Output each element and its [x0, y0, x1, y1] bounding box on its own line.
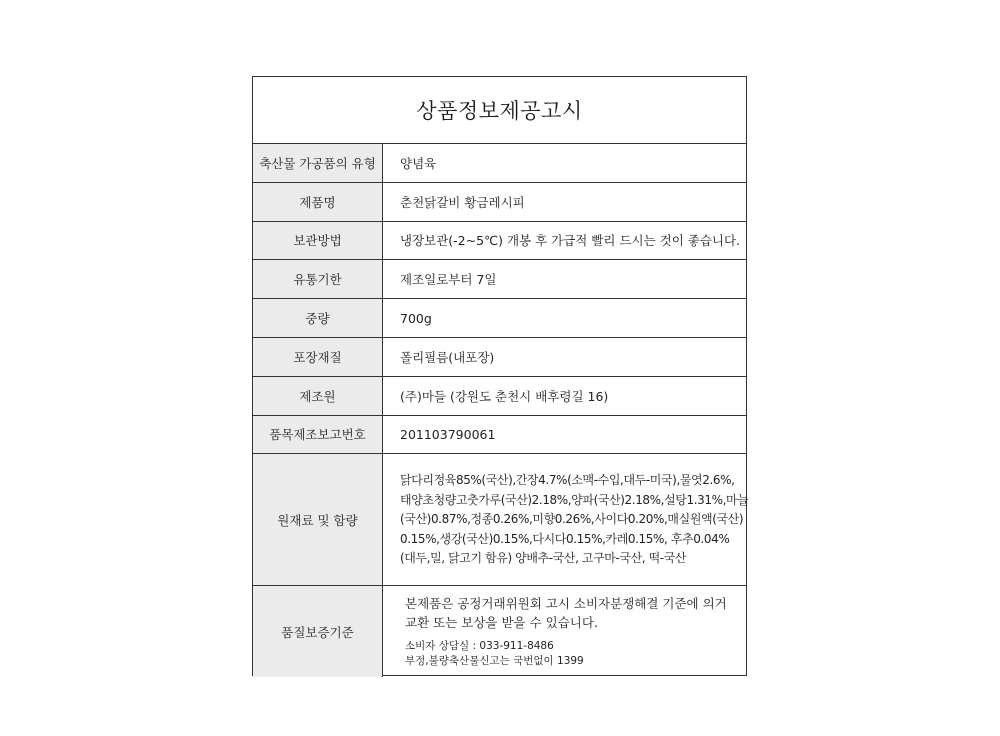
- ingredients-line: 태양초청량고춧가루(국산)2.18%,양파(국산)2.18%,설탕1.31%,마늘: [400, 492, 749, 507]
- quality-line: 교환 또는 보상을 받을 수 있습니다.: [405, 615, 598, 631]
- notice-title: 상품정보제공고시: [253, 77, 746, 144]
- row-label: 제품명: [253, 183, 383, 221]
- report-contact-line: 부정,불량축산물신고는 국번없이 1399: [405, 655, 584, 668]
- row-label: 원재료 및 함량: [253, 454, 383, 585]
- row-value: 폴리필름(내포장): [400, 349, 495, 365]
- table-row-storage-method: [253, 222, 746, 261]
- table-row-expiration: [253, 260, 746, 299]
- ingredients-line: (국산)0.87%,정종0.26%,미향0.26%,사이다0.20%,매실원액(국산): [400, 512, 744, 527]
- row-value: 201103790061: [400, 426, 496, 442]
- row-label: 중량: [253, 299, 383, 337]
- ingredients-line: 닭다리정육85%(국산),간장4.7%(소맥-수입,대두-미국),물엿2.6%,: [400, 473, 735, 488]
- row-label: 유통기한: [253, 260, 383, 298]
- row-value: 양념육: [400, 155, 437, 171]
- ingredients-value: [383, 454, 748, 585]
- row-value: 냉장보관(-2~5℃) 개봉 후 가급적 빨리 드시는 것이 좋습니다.: [400, 233, 741, 249]
- table-row-report-number: [253, 416, 746, 455]
- table-row-product-name: [253, 183, 746, 222]
- row-label: 포장재질: [253, 338, 383, 376]
- row-value: 700g: [400, 310, 432, 326]
- row-label: 제조원: [253, 377, 383, 415]
- quality-value: [383, 586, 746, 677]
- row-label: 보관방법: [253, 222, 383, 260]
- table-row-product-type: [253, 144, 746, 183]
- row-value: (주)마들 (강원도 춘천시 배후령길 16): [400, 388, 609, 404]
- row-label: 축산물 가공품의 유형: [253, 144, 383, 182]
- row-label: 품질보증기준: [253, 586, 383, 677]
- ingredients-line: (대두,밀, 닭고기 함유) 양배추-국산, 고구마-국산, 떡-국산: [400, 551, 687, 566]
- consumer-contact-line: 소비자 상담실 : 033-911-8486: [405, 640, 554, 653]
- ingredients-line: 0.15%,생강(국산)0.15%,다시다0.15%,카레0.15%, 후추0.04%: [400, 531, 730, 546]
- table-row-ingredients: [253, 454, 749, 586]
- product-info-notice-table: [252, 76, 747, 676]
- row-value: 제조일로부터 7일: [400, 272, 497, 288]
- table-row-quality-standard: [253, 586, 746, 677]
- row-value: 춘천닭갈비 황금레시피: [400, 194, 525, 210]
- table-row-manufacturer: [253, 377, 746, 416]
- row-label: 품목제조보고번호: [253, 416, 383, 454]
- quality-line: 본제품은 공정거래위원회 고시 소비자분쟁해결 기준에 의거: [405, 596, 727, 612]
- table-row-packaging: [253, 338, 746, 377]
- table-row-weight: [253, 299, 746, 338]
